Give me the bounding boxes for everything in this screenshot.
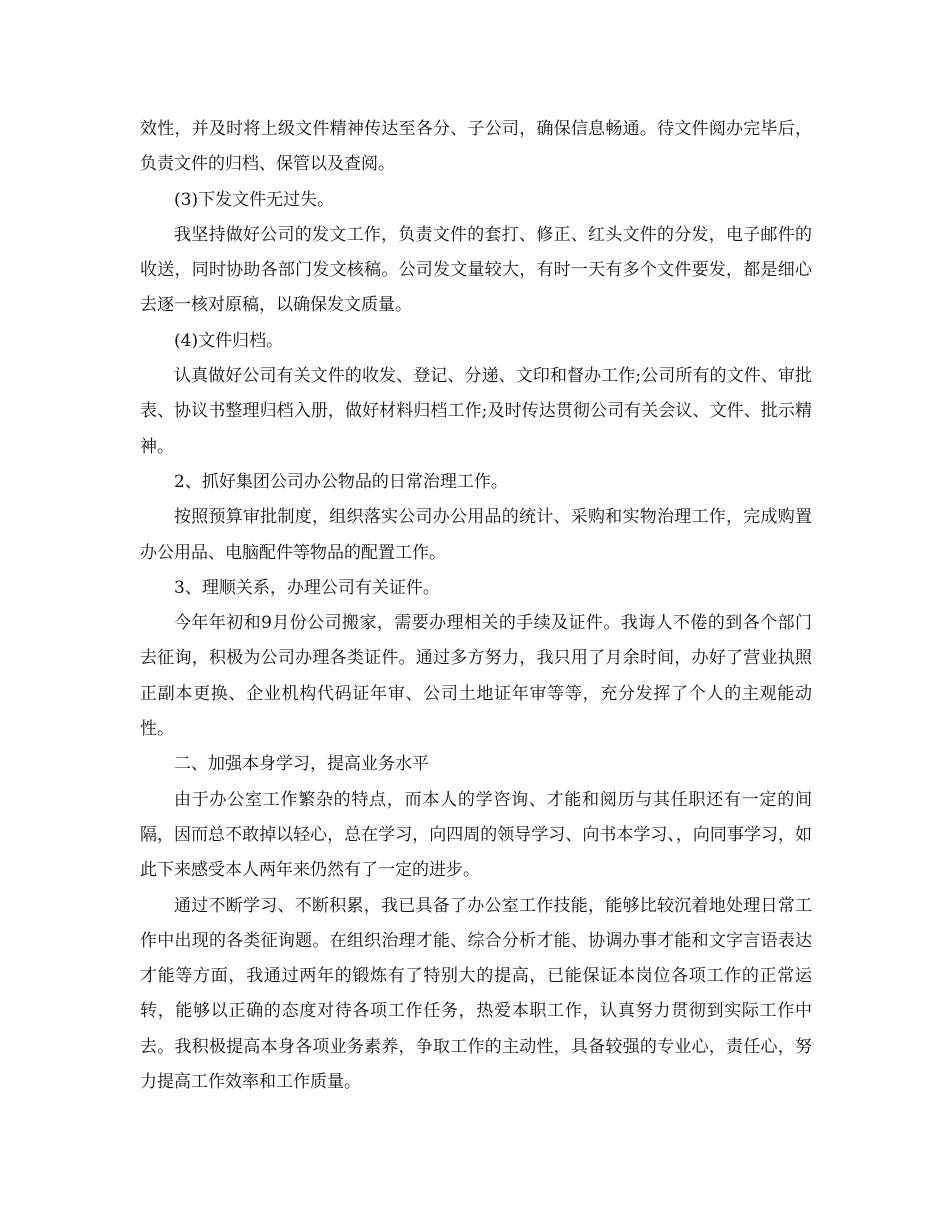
heading-certificates: 3、理顺关系，办理公司有关证件。	[174, 577, 440, 598]
paragraph-study-2: 通过不断学习、不断积累，我已具备了办公室工作技能，能够比较沉着地处理日常工作中出现的各类征询题。在组织治理才能、综合分析才能、协调办事才能和文字言语表达才能等方面，我通过两年的锻炼有了特别大的提高，已能保证本岗位各项工作的正常运转，能够以正确的态度对待各项工作任务，热爱本职工作，认真努力贯彻到实际工作中去。我积极提高本身各项业务素养，争取工作的主动性，具备较强的专业心，责任心，努力提高工作效率和工作质量。	[140, 895, 812, 1093]
subheading-issue-documents: (3)下发文件无过失。	[174, 189, 335, 210]
paragraph-certificates: 今年年初和9月份公司搬家，需要办理相关的手续及证件。我诲人不倦的到各个部门去征询，积极为公司办理各类证件。通过多方努力，我只用了月余时间，办好了营业执照正副本更换、企业机构代码证年审、公司土地证年审等等，充分发挥了个人的主观能动性。	[140, 613, 812, 740]
paragraph-study-1: 由于办公室工作繁杂的特点，而本人的学咨询、才能和阅历与其任职还有一定的间隔，因而总不敢掉以轻心，总在学习，向四周的领导学习、向书本学习、，向同事学习，如此下来感受本人两年来仍然有了一定的进步。	[140, 789, 812, 881]
paragraph-office-supplies: 按照预算审批制度，组织落实公司办公用品的统计、采购和实物治理工作，完成购置办公用品、电脑配件等物品的配置工作。	[140, 507, 812, 563]
section-heading-study: 二、加强本身学习，提高业务水平	[174, 754, 429, 775]
paragraph-issue-documents: 我坚持做好公司的发文工作，负责文件的套打、修正、红头文件的分发，电子邮件的收送，同时协助各部门发文核稿。公司发文量较大，有时一天有多个文件要发，都是细心去逐一核对原稿，以确保发文质量。	[140, 224, 812, 316]
heading-office-supplies: 2、抓好集团公司办公物品的日常治理工作。	[174, 471, 508, 492]
subheading-filing: (4)文件归档。	[174, 330, 284, 351]
paragraph-filing: 认真做好公司有关文件的收发、登记、分递、文印和督办工作;公司所有的文件、审批表、协议书整理归档入册，做好材料归档工作;及时传达贯彻公司有关会议、文件、批示精神。	[140, 366, 812, 457]
paragraph-continuation: 效性，并及时将上级文件精神传达至各分、子公司，确保信息畅通。待文件阅办完毕后，负责文件的归档、保管以及查阅。	[140, 119, 812, 175]
document-body	[140, 112, 812, 1100]
